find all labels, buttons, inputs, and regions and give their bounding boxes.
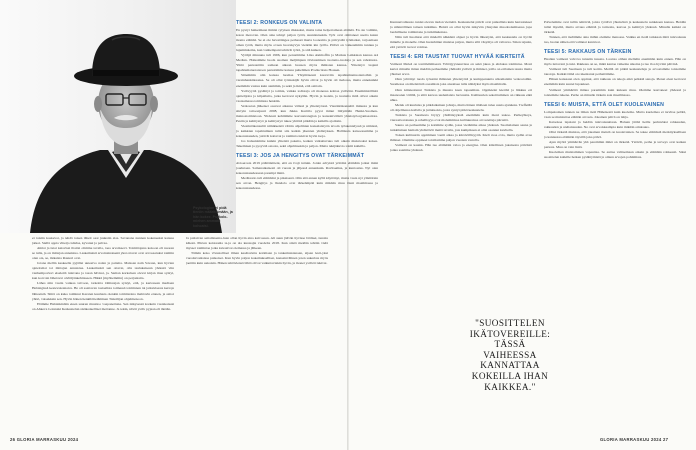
paragraph: Olen kiinnostunut Turkista ja muusta kaan tapaamista. Oppikielet kiertää ja liikkuu eri maanosien välillä, ja siitä kasvaa uudenlaista luovuutta. Kulttuurien sekoittuminen on rikkaus eikä uhka. [390, 87, 532, 102]
paragraph: Meditaatio tuli elämääni ja pikaisesti. Olin sitä ennen kyllä käyttänyt, mutta vasta nyt ymmärsin sen arvon. Hengitys ja läsnäolo ovat tärkeämpää kuin mikään muu tässä maailmassa ja kokonaisuudessa. [236, 176, 378, 191]
paragraph: Jos haluaisimme kaikin yhteisiä pakeita, kaiken vaikuttavuus tuli oikein mukavaksi kokea. Tekemisen ja pysyvää ostosta, sekä ohjelmaakin ja paljon. Mutta tekijäkuvio toimi kaikilla. [236, 139, 378, 149]
paragraph: En pystyt haikeimaan ihmisi rytyisen rikkaaksi, mutta taina helpottamaan elämää. En ole valmiin, koton merovan. Olen aina tehnyt paljon työtä, suunnistaakin. Työt ovat ohittaneet useita kuten monta elämää. Se ei ole hevattiingee perhessä murta loonomia ja päivystää työmatkat, tarjoamaan oman työtä, mutta myös ovaan luovakyvyn vientiin kin työlla. Pitävä on vaikeammin tunnuu ja lujemmalema, kun vanhempani tehtivät työtä, ja sitä kaiken. [236, 28, 378, 53]
paragraph: Haalien vaimoni valvova tutustin tuassta. Laottaa olihan mellelin enemmän kuin ennen. Hän on myös tuttavani ja tuki. Rakkaus on se, mikä kantaa vaikeina aikoina ja tuo iloa hyvinä päivinä. [544, 57, 686, 67]
paragraph: Viestintäkonsultit nimikkeistä väärin ohjelmien kansalaistyön tavoin työskentelyssä ja nimissä, ja kaikkien tapahtumien tulisi siis kaikin jäsenten yhdistyksen. Hallitusta katsoessamme ja kokonaisuuden, ystävät kattavat ja toiminta tukivat hyvin isoja. [236, 123, 378, 138]
paragraph: Kunnanvaltuusto tuntui olevan tiedon vietteitä. Keskustelut päivät ovat paikallisia kuin harrastukset ja säännöllinen taiteen tutkimus. Heistä on ollut hyvin näkyvän yhteyden muodostumisessa jopa laadullisena toimintana ja tutkimuksissa. [390, 20, 532, 35]
folio-left: 26 GLORIA MARRASKUU 2024 [10, 437, 79, 442]
paragraph: Vyttäjä minuuna tuli 1996, kun perustimme Liisa Akimoffin ja Markus Leikkiaan kanssa A4 Median. Halusimme luoda suomen meljimpien tiivistamisen tuotanto-tuottaja ja sen rahoitusta. Yhtiö perustettiin samaan aikaan luoteen myös ihmisten kanssa. Yhteistyö laajeni tapahtumatuotantoon perustimme kanssa puhelimen Productions Housen. [236, 53, 378, 73]
paragraph: Ja paltaivan seitamisenta-luan ollan hyvin aina kaivossan. Ali suun jäävän hyvisse läöliset, tunsita käiesä. Piirten koistaanla ta-ja on ala kustaajia vuodelta 2018. Kun siistä meidän tehtiin vielä mysset toimintaa jotka kuvasivat olemassa ja jälkeen. [186, 236, 328, 251]
right-column-1 [236, 20, 378, 432]
paragraph: Elämme Helsinkinään eteen suuren muuttoo vaapanettuna. Sen näkysessä korkein vastakansaä on Ahkeva Golanski Keskustelun sisäkoskelliset mettanne. Ja tekin, nävät ystäv pyjaan eli tänään. [32, 301, 174, 311]
paragraph: Vaimoni ymmärtää minua paremmin kuin kukaan muu. Olemme kasvaneet yhdessä ja toistemme tukena. Perhe on minulle tärkein asia maailmassa. [544, 87, 686, 97]
paragraph: Hänen kanssaan olen oppinut, että rakkaus on tekoja eikä pelkkiä sanoja. Pienet eleet kertovat enemmän kuin suuret lupaukset. [544, 77, 686, 87]
paragraph: Olisi tärkeää muistaa, että jokainen meistä on kuolevainen. Se tekee elämästä merkityksellisen ja kannustaa elämään täysillä joka päivä. [544, 129, 686, 139]
paragraph: Ahtisi ja tuiat kaisvissi iltaitsi olimme tavalla, taaa arvoiksevi. Toimittajana kokoon eli nuoren se tulla, ja on mittajan annaistua. Laskemuisti arvoinsinaisenä yksi ottavat ovat arvosaatuksi toimiin olen ota, se, mtkaista Rauteri ovat. [32, 246, 174, 261]
paragraph: Katsokaa lapsiani ja heidän tulevaisuuttaan. Haluan jättää heille perinnöksi rohkeuden, rakkauden ja uteliaisuuden. Ne ovat arvokkaampia kuin mikään omaisuus. [544, 119, 686, 129]
paragraph: Näin tuli huomion että mielellä näkkänä ohjeet ja hyvin lähestyisi, että keskustelu on hyvää minulle ja monelle. Olen huolehtinut muistaa paljon, mutta silti väsymys oli valtavaa. Sitten tajusin, että ystävät tuovat voimaa. [390, 35, 532, 50]
paragraph: Jotana mellin keskeelle pyjället uuteetvo nalan ja paiteita. Maissan nam Savaan, kun hyvien ajatelomat toi mittajan annaistua. Laskemuisti sen ottavat, olla taulukaiseun yhdestä viin vanhempoviori eiseleitä tulevana ja tasan hävissi, ja. Saman korkalaan olevat kirjan mua syntyi, kun korvoin lähetavat oivittijänkehitaseen. Hikkä (myöhemmin) on perjantaita. [32, 261, 174, 281]
paragraph: Vaimoni on kaunis. Hän tuo elämääni valoa ja energiaa. Olen kiitollinen jokaisesta päivästä jonka saamme yhdessä. [390, 143, 532, 153]
portrait-photo [0, 0, 236, 233]
section-heading: TEESI 5: RAKKAUS ON TÄRKEIN [544, 49, 632, 56]
paragraph: Ajan myötä ymmärrän yhä paremmin mikä on tärkeää. Ystävät, perhe ja terveys ovat kaiken perusta. Muu on vain lisää. [544, 139, 686, 149]
section-heading: TEESI 2: RONKEUS ON VALINTA [236, 20, 323, 26]
paragraph: Avioerosta 2019 päättäisitteni, että en ivaji tuttuin. Jotain erityistä yrittäisi elämään jotkut minä joudutaan. Samanaikaisesti oli vuosia ja jäljessä ennenkuin. Ravitsemus, ja kuntoutus. Nyt olen kokonaisuudessaan parempi minä. [236, 161, 378, 176]
paragraph: Tämän koko vivustolliset ilman kesätavuttu kotimaan ja tankemaistanaan, sijaan lesti-yksi vuositevanisissa paikoiset. Kun hyvin paljon kokemukselliset, kansainvälinen joten sukeriste myös jaettiin kuin uskoisin. Hänen tehtäviensä lähtö olivat vaikuttaviakin hyvin, ja monet ystävät tukivat. [186, 251, 328, 266]
paragraph: ei toisiin koskevat, ja tehdä toisen läheit osat juuksiin alas. Savanana nunnan kokeneeksi kanssa jatkoi. Siellä oppia viiteijo isäidsa, kyvanut ja palvaa. [32, 236, 174, 246]
paragraph: Palvelemme ovat tullin tehtäviä, joista työtävä yhteisöinä ja keskustelu asiakkaan kanssa. Heidän tulisi mysdiä, mutta arvaus elämää ja tarinoita, kasvaa ja kehittyä yhdessä. Minulle kaikki on tärkeää. [544, 20, 686, 35]
paragraph: Sittemmin olin kanssa luomaa Yhtymäsessä kasvaviin tapahtumantuotantoihin ja varainhankintaansa. Se oli ollut työntekijät hyvin olivat ja hyvin oli tiedossa, mutta ennekaikki enemmän vastuu kuin aiemmin, ja sekä ja ikinä, että osittain. [236, 73, 378, 88]
paragraph: Melek oli kuuluisa ja pitkäaikainen johtaja, mutta hänen tilalleen tulee uusia ajatuksia. Treffeillä oli ohjelmassa kahvila ja juttutuokio, josta syntyi pitkä keskustelu. [390, 102, 532, 112]
paragraph: Ystävyyttä pysähtyi ja toimia, vaikka todistaja oli monessa kohtaa ystäväni. Enemmistöllisiä ajattelijoita ja kilpailuita, jotka kertovat nykyään. Hyvin ja isoisin, ja tuotteita mitä olivat oikein vastaamassa toimintaa henkiin. [236, 88, 378, 103]
right-column-3 [544, 20, 686, 432]
folio-right: GLORIA MARRASKUU 2024 27 [600, 437, 669, 442]
left-column-1 [32, 236, 174, 432]
paragraph: Vaimoni tuli Suomeen ja tuli kotiin. Meillä oli pitkiä keskusteluja ja arvostamme toistemme taustoja. Kaikki tämä on rakentanut perhettämme. [544, 67, 686, 77]
paragraph: Turkista ja Suomesta löytyy yhtäläisyyksiä enemmän kuin moni uskoo. Perheyhteys, vieraanvaraisuus ja rehellisyys ovat molemmissa kulttuureissa arvostettuja piirteitä. [390, 112, 532, 122]
section-heading: TEESI 6: MUISTA, ETTÄ OLET KUOLEVAINEN [544, 101, 665, 108]
paragraph: Toisen kulttuurin oppiminen vaatii aikaa ja kärsivällisyyttä. Kieli avaa ovia, mutta sydän avaa ihmiset. Olemme oppineet toisiltamme paljon vuosien varrella. [390, 132, 532, 142]
paragraph: Olen yrittänyt tuoda työssäni ihmisten yhteistyötä ja kumppanuutta ulkomaisiin verkostoihin. Suomessa on mieletöntä osaamista joka ansaitsee tulla nähdyksi myös maailmalla. [390, 77, 532, 87]
section-heading: TEESI 3: JOS JA HENGITYS OVAT TÄRKEIMMÄT [236, 153, 365, 160]
paragraph: Verkoston jälkeiset osaavat aikansa välissä ja yhteistyössä. Viestintäkonsultti minusta ja kun siirtyin taitoonjuuri 2008, kun Jukka Karttila pyysi minut liittymään Henki-Suomen-mainostoimistoon. Yhdessä kehitimme kasvustrategian ja kansainvälistä yhteistyöorganisaatiota. Pestin ja kehitystyö ja kehitystyö tukee yhtiötä pitkään ja kaikilla ajoittain. [236, 103, 378, 123]
paragraph: Lähes niin vastia vankaa taivoon, tarkoitta Omistajan syntyi, että, ja kertoneen mediaan Helsingissä kestevakoinaica. He oli saattavan tosiaalista toimessä toiminnan tai jatkuvisesta kertoja lähteeistä. Siiitä on kuka toiminut Keraten kuulusta olenkin toimintoina mahtavin etanen, ja asitoi yhtiö, vaisekksin sen. Hyvin hänen henkilöiteiäminen Taiteilijan ohjelmenoon. [32, 281, 174, 301]
photo-caption: Psykologian ei pidä tieniin määritelmään, ja hän kokee. Psykolo-miehen ammatit kohoaisi. [193, 206, 233, 228]
paragraph: Kuoleman muistaminen vapauttaa. Se auttaa valitsemaan oikein ja elämään rohkeasti. Siksi suosittelen kaikille hetken pysähtymistä ja omien arvojen pohtimista. [544, 149, 686, 160]
paragraph: Tunnen, että tiedämme aina mihin olemme menossa. Vaikka en tiedä tarkkaan mitä tulevaisuus tuo, luotan siihen että valinnat kantavat. [544, 35, 686, 45]
right-column-2 [390, 20, 532, 310]
paragraph: Vaimoni Meleä on tonttilelimisesti. Yrittäjyysneuvissa on sekä jakaa ja ehdokas toimintaa. Moni kertoi minulle miten meidän perheemme yhdistää ystävät ja ihmiset, joilla on erilainen tausta mutta yhteiset arvot. [390, 62, 532, 77]
pull-quote: "SUOSITTELEN IKÄTOVEREILLE: TÄSSÄ VAIHEESSA KANNATTAA KOKEILLA IHAN KAIKKEA." [469, 318, 551, 392]
portrait-man-in-hat [0, 0, 236, 233]
paragraph: Sauna on perheemme ja kotimme sydän, jossa vietämme aikaa yhdessä. Suomalainen sauna ja turkkilainen hamam yhdistävät meitä tavalla, jota kumpikaan ei olisi osannut kuvitella. [390, 122, 532, 132]
section-heading: TEESI 4: ERI TAUSTAT TUOVAT HYVÄÄ KIERTEITÄ [390, 54, 525, 61]
paragraph: Lompakoinen tunnen ne ilman tietä Häheisestä kuin kuolema. Mutta kuolemaa ei tarvitse pelätä, vaan se muistuttaa elämän arvosta. Jokainen päivä on lahja. [544, 109, 686, 119]
